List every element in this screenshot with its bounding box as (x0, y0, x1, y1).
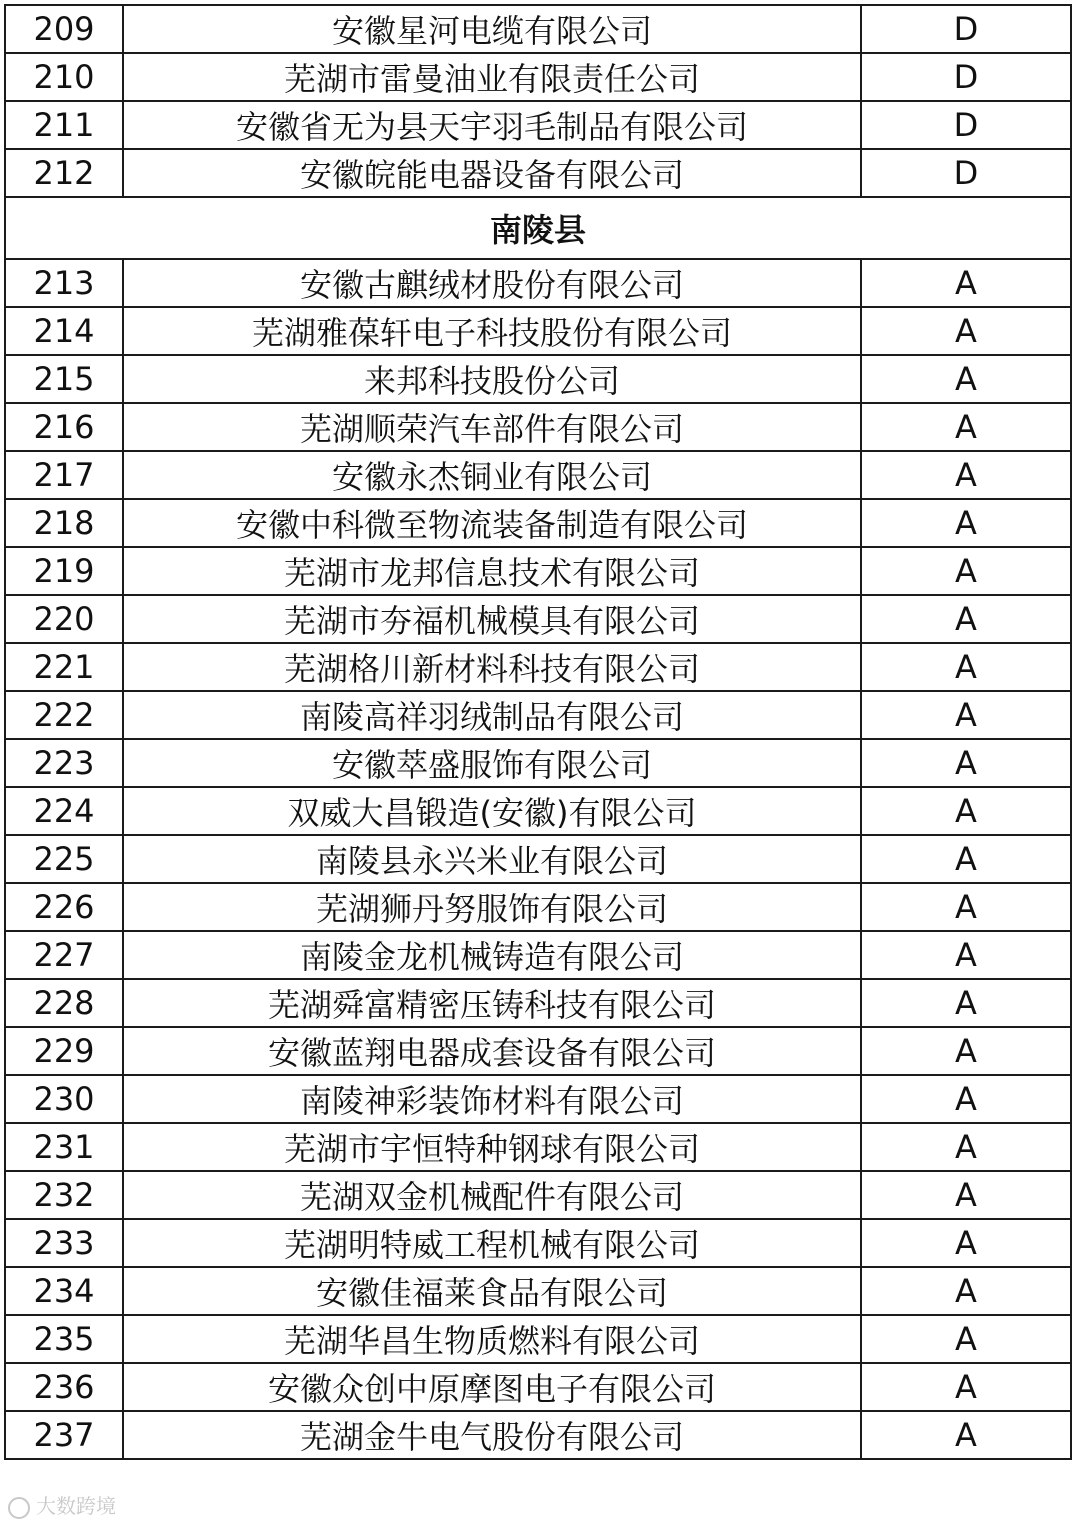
table-row (5, 547, 1071, 595)
company-name: 安徽永杰铜业有限公司 (123, 451, 861, 499)
table-row (5, 307, 1071, 355)
credit-grade: A (861, 499, 1071, 547)
company-name: 安徽萃盛服饰有限公司 (123, 739, 861, 787)
table-row (5, 931, 1071, 979)
row-number: 212 (5, 149, 123, 197)
row-number: 228 (5, 979, 123, 1027)
table-row (5, 787, 1071, 835)
company-name: 芜湖市龙邦信息技术有限公司 (123, 547, 861, 595)
credit-grade: A (861, 739, 1071, 787)
table-row (5, 1315, 1071, 1363)
credit-grade: A (861, 1267, 1071, 1315)
company-name: 芜湖市宇恒特种钢球有限公司 (123, 1123, 861, 1171)
row-number: 214 (5, 307, 123, 355)
credit-grade: A (861, 595, 1071, 643)
row-number: 234 (5, 1267, 123, 1315)
table-body-after-section (5, 259, 1071, 1459)
company-name: 芜湖顺荣汽车部件有限公司 (123, 403, 861, 451)
row-number: 232 (5, 1171, 123, 1219)
company-name: 芜湖舜富精密压铸科技有限公司 (123, 979, 861, 1027)
company-name: 南陵金龙机械铸造有限公司 (123, 931, 861, 979)
credit-grade: A (861, 307, 1071, 355)
table-row (5, 403, 1071, 451)
table-row (5, 53, 1071, 101)
company-name: 芜湖市雷曼油业有限责任公司 (123, 53, 861, 101)
company-name: 安徽佳福莱食品有限公司 (123, 1267, 861, 1315)
row-number: 226 (5, 883, 123, 931)
row-number: 215 (5, 355, 123, 403)
credit-grade: A (861, 1027, 1071, 1075)
row-number: 229 (5, 1027, 123, 1075)
section-row (5, 197, 1071, 259)
credit-grade: A (861, 691, 1071, 739)
table-row (5, 259, 1071, 307)
credit-grade: A (861, 643, 1071, 691)
table-row (5, 691, 1071, 739)
credit-grade: D (861, 149, 1071, 197)
row-number: 221 (5, 643, 123, 691)
company-name: 来邦科技股份公司 (123, 355, 861, 403)
company-name: 芜湖市夯福机械模具有限公司 (123, 595, 861, 643)
credit-grade: A (861, 259, 1071, 307)
row-number: 236 (5, 1363, 123, 1411)
table-row (5, 883, 1071, 931)
watermark (8, 1490, 116, 1519)
row-number: 231 (5, 1123, 123, 1171)
row-number: 217 (5, 451, 123, 499)
table-row (5, 1123, 1071, 1171)
credit-grade: A (861, 1123, 1071, 1171)
row-number: 233 (5, 1219, 123, 1267)
credit-grade: A (861, 355, 1071, 403)
credit-grade: A (861, 1315, 1071, 1363)
row-number: 218 (5, 499, 123, 547)
company-name: 南陵县永兴米业有限公司 (123, 835, 861, 883)
table-row (5, 149, 1071, 197)
row-number: 227 (5, 931, 123, 979)
company-name: 芜湖格川新材料科技有限公司 (123, 643, 861, 691)
company-name: 芜湖双金机械配件有限公司 (123, 1171, 861, 1219)
table-row (5, 355, 1071, 403)
credit-grade: A (861, 1219, 1071, 1267)
row-number: 230 (5, 1075, 123, 1123)
credit-grade: A (861, 979, 1071, 1027)
row-number: 213 (5, 259, 123, 307)
company-name: 安徽省无为县天宇羽毛制品有限公司 (123, 101, 861, 149)
table-row (5, 1171, 1071, 1219)
credit-grade: D (861, 5, 1071, 53)
row-number: 220 (5, 595, 123, 643)
credit-grade: A (861, 451, 1071, 499)
credit-grade: D (861, 53, 1071, 101)
table-row (5, 1219, 1071, 1267)
table-body-before-section (5, 5, 1071, 197)
company-name: 安徽蓝翔电器成套设备有限公司 (123, 1027, 861, 1075)
table-row (5, 5, 1071, 53)
row-number: 222 (5, 691, 123, 739)
table-row (5, 499, 1071, 547)
company-name: 南陵高祥羽绒制品有限公司 (123, 691, 861, 739)
credit-grade: A (861, 1411, 1071, 1459)
company-name: 双威大昌锻造(安徽)有限公司 (123, 787, 861, 835)
table-row (5, 1075, 1071, 1123)
table-row (5, 643, 1071, 691)
company-name: 芜湖华昌生物质燃料有限公司 (123, 1315, 861, 1363)
watermark-text: 大数跨境 (36, 1494, 116, 1518)
table-row (5, 979, 1071, 1027)
company-name: 芜湖金牛电气股份有限公司 (123, 1411, 861, 1459)
credit-grade: A (861, 1171, 1071, 1219)
enterprise-grade-table (4, 4, 1072, 1460)
credit-grade: A (861, 547, 1071, 595)
row-number: 237 (5, 1411, 123, 1459)
company-name: 安徽中科微至物流装备制造有限公司 (123, 499, 861, 547)
company-name: 南陵神彩装饰材料有限公司 (123, 1075, 861, 1123)
company-name: 安徽皖能电器设备有限公司 (123, 149, 861, 197)
table-row (5, 101, 1071, 149)
table-row (5, 739, 1071, 787)
row-number: 216 (5, 403, 123, 451)
credit-grade: A (861, 1363, 1071, 1411)
table-row (5, 451, 1071, 499)
credit-grade: D (861, 101, 1071, 149)
row-number: 209 (5, 5, 123, 53)
credit-grade: A (861, 931, 1071, 979)
company-name: 安徽星河电缆有限公司 (123, 5, 861, 53)
watermark-logo-icon (8, 1497, 30, 1519)
row-number: 210 (5, 53, 123, 101)
table-row (5, 835, 1071, 883)
table-row (5, 1267, 1071, 1315)
company-name: 芜湖明特威工程机械有限公司 (123, 1219, 861, 1267)
company-name: 芜湖雅葆轩电子科技股份有限公司 (123, 307, 861, 355)
table-row (5, 595, 1071, 643)
row-number: 211 (5, 101, 123, 149)
row-number: 235 (5, 1315, 123, 1363)
row-number: 219 (5, 547, 123, 595)
section-header-group (5, 197, 1071, 259)
row-number: 223 (5, 739, 123, 787)
company-name: 芜湖狮丹努服饰有限公司 (123, 883, 861, 931)
credit-grade: A (861, 403, 1071, 451)
credit-grade: A (861, 835, 1071, 883)
credit-grade: A (861, 883, 1071, 931)
company-name: 安徽古麒绒材股份有限公司 (123, 259, 861, 307)
table-row (5, 1411, 1071, 1459)
row-number: 224 (5, 787, 123, 835)
row-number: 225 (5, 835, 123, 883)
credit-grade: A (861, 787, 1071, 835)
table-row (5, 1027, 1071, 1075)
credit-grade: A (861, 1075, 1071, 1123)
section-title: 南陵县 (5, 197, 1071, 259)
table-row (5, 1363, 1071, 1411)
company-name: 安徽众创中原摩图电子有限公司 (123, 1363, 861, 1411)
